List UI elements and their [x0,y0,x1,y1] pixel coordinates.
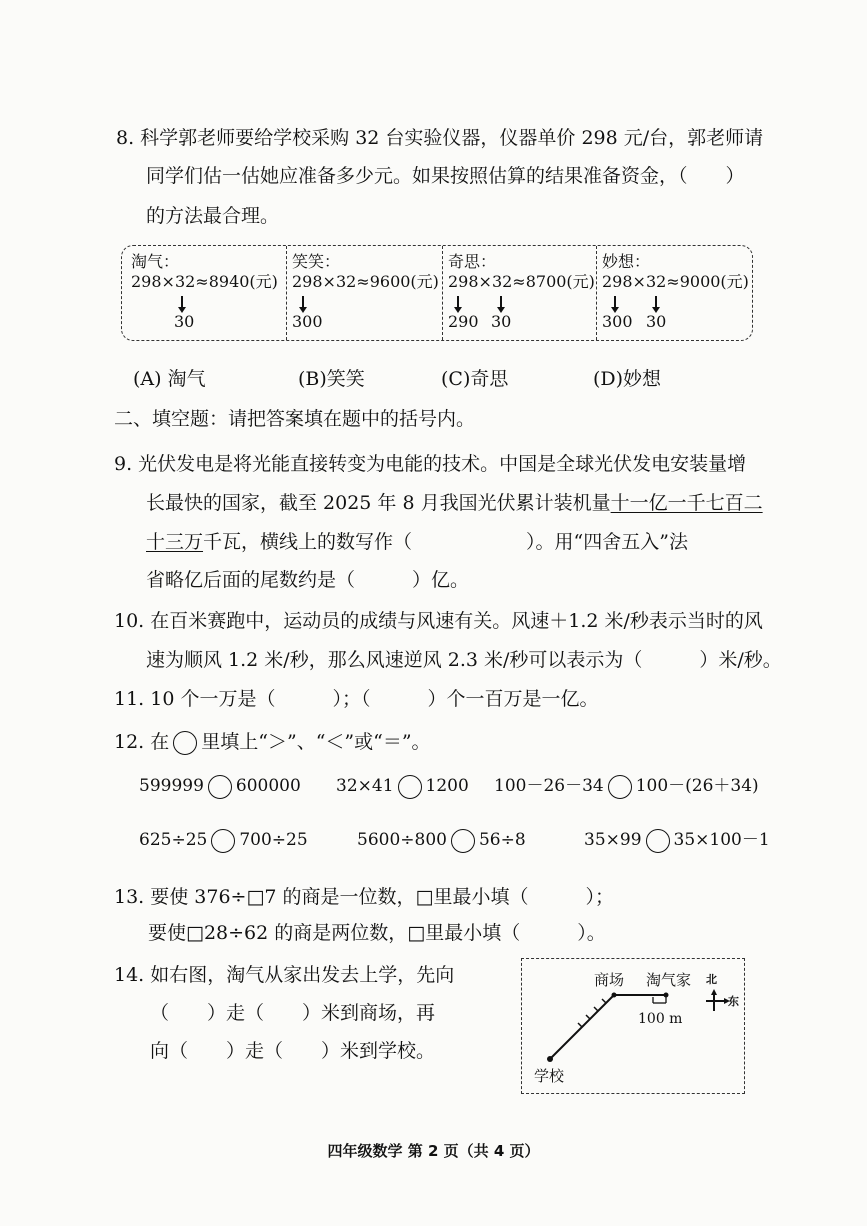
estimation-box [121,245,753,341]
compare-item: 5600÷800 56÷8 [357,828,526,853]
rough-value: 300 [602,312,633,331]
q9-line4: 省略亿后面的尾数约是（ ）亿。 [146,569,470,591]
q12-stem: 12. 在 里填上“＞”、“＜”或“＝”。 [114,731,431,753]
circle-icon [173,731,197,755]
arrow-icon [302,296,304,308]
q9-line3: 十三万千瓦，横线上的数写作（ ）。用“四舍五入”法 [146,531,688,553]
q9-line2: 长最快的国家，截至 2025 年 8 月我国光伏累计装机量十一亿一千七百二 [146,492,763,514]
circle-icon [208,775,232,799]
rough-value: 300 [292,312,323,331]
route-map [521,958,745,1094]
arrow-icon [181,296,183,308]
circle-icon [398,775,422,799]
compare-item: 100－26－34 100－(26＋34) [494,774,759,799]
scale-label: 100 m [638,1011,683,1027]
rough-value: 30 [646,312,667,331]
mall-label: 商场 [594,971,625,989]
q11: 11. 10 个一万是（ ）；（ ）个一百万是一亿。 [114,688,599,710]
circle-icon [646,829,670,853]
circle-icon [211,829,235,853]
arrow-icon [655,296,657,308]
arrow-icon [457,296,459,308]
q14-line1: 14. 如右图，淘气从家出发去上学，先向 [114,964,455,986]
box-divider [442,246,443,340]
option-a: (A) 淘气 [133,368,206,390]
q14-line3: 向（ ）走（ ）米到学校。 [150,1040,436,1062]
school-label: 学校 [534,1067,565,1085]
rough-value: 290 [448,312,479,331]
box-divider [286,246,287,340]
q10-line2: 速为顺风 1.2 米/秒，那么风速逆风 2.3 米/秒可以表示为（ ）米/秒。 [146,649,782,671]
arrow-icon [614,296,616,308]
estimate-xiaoxiao: 笑笑： 298×32≈9600(元) [292,252,439,291]
option-c: (C)奇思 [441,368,509,390]
q9-line1: 9. 光伏发电是将光能直接转变为电能的技术。中国是全球光伏发电安装量增 [114,453,747,475]
option-d: (D)妙想 [593,368,662,390]
rough-value: 30 [491,312,512,331]
q8-line2: 同学们估一估她应准备多少元。如果按照估算的结果准备资金，（ ） [146,165,745,187]
q10-line1: 10. 在百米赛跑中，运动员的成绩与风速有关。风速＋1.2 米/秒表示当时的风 [114,610,763,632]
home-label: 淘气家 [646,971,692,989]
arrow-icon [500,296,502,308]
page-footer: 四年级数学 第 2 页（共 4 页） [327,1142,540,1160]
estimate-qisi: 奇思： 298×32≈8700(元) [448,252,595,291]
q13-line2: 要使□28÷62 的商是两位数，□里最小填（ ）。 [148,922,606,944]
north-label: 北 [706,973,717,986]
east-label: 东 [728,995,739,1008]
compare-item: 625÷25 700÷25 [139,828,308,853]
option-b: (B)笑笑 [298,368,365,390]
circle-icon [451,829,475,853]
compare-item: 32×41 1200 [336,774,469,799]
circle-icon [608,775,632,799]
underlined-number: 十三万 [146,531,204,553]
q8-line3: 的方法最合理。 [146,205,280,227]
estimate-miaoxiang: 妙想： 298×32≈9000(元) [602,252,749,291]
section-heading: 二、填空题：请把答案填在题中的括号内。 [114,408,476,430]
q14-line2: （ ）走（ ）米到商场，再 [150,1002,436,1024]
box-divider [596,246,597,340]
compare-item: 599999 600000 [139,774,301,799]
q8-line1: 8. 科学郭老师要给学校采购 32 台实验仪器，仪器单价 298 元/台，郭老师请 [116,127,764,149]
q13-line1: 13. 要使 376÷□7 的商是一位数，□里最小填（ ）； [114,886,615,908]
rough-value: 30 [174,312,195,331]
compare-item: 35×99 35×100－1 [584,828,770,853]
estimate-taoqi: 淘气： 298×32≈8940(元) [131,252,278,291]
underlined-number: 十一亿一千七百二 [610,492,763,514]
